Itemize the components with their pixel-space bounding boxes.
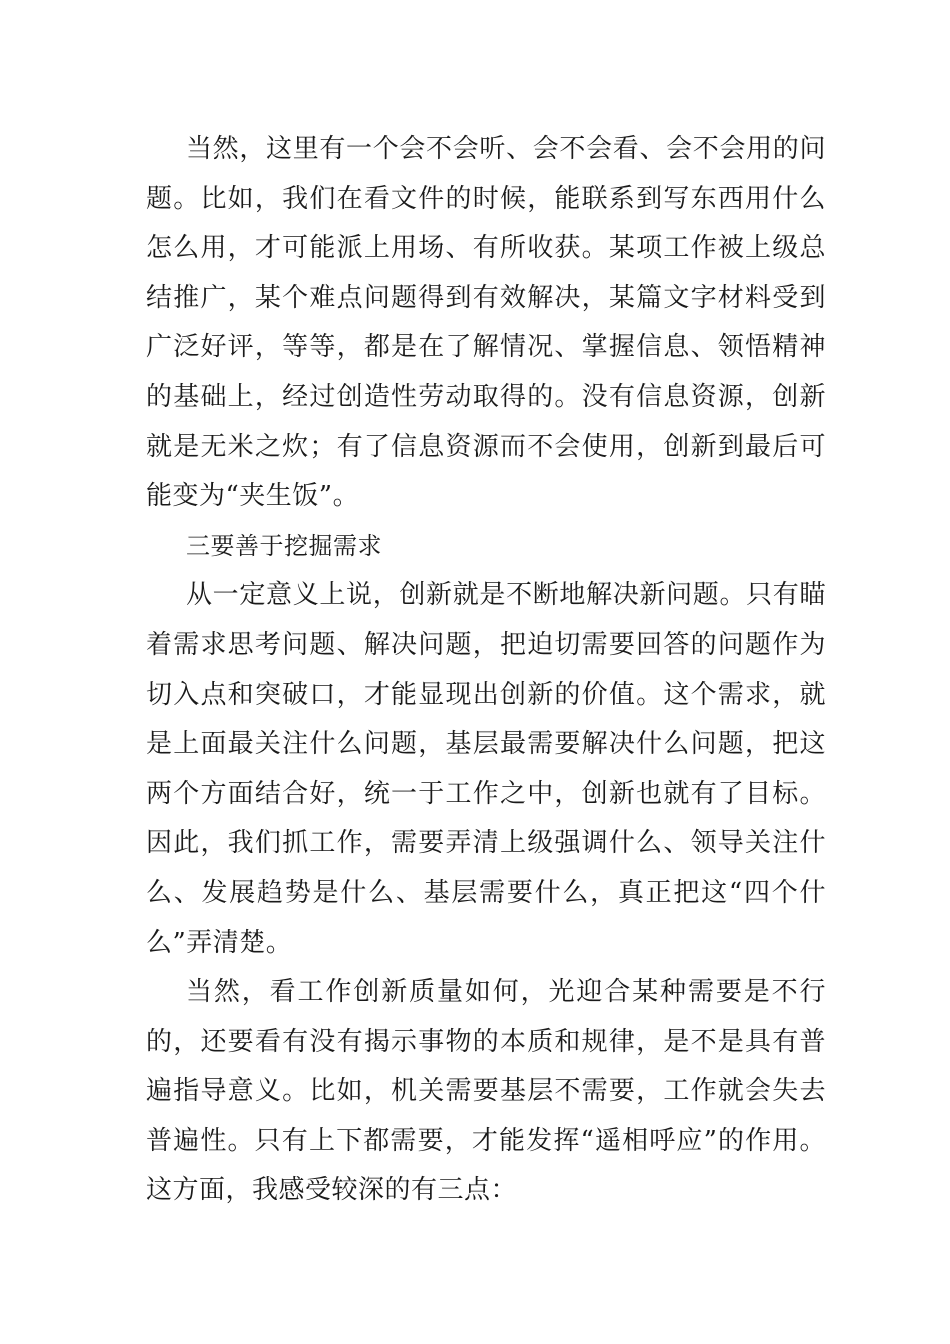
paragraph-information-usage: 当然，这里有一个会不会听、会不会看、会不会用的问题。比如，我们在看文件的时候，能联系到写东西用什么怎么用，才可能派上用场、有所收获。某项工作被上级总结推广，某个难点问题得到有效解决，某篇文字材料受到广泛好评，等等，都是在了解情况、掌握信息、领悟精神的基础上，经过创造性劳动取得的。没有信息资源，创新就是无米之炊；有了信息资源而不会使用，创新到最后可能变为“夹生饭”。: [146, 134, 826, 512]
document-body: [146, 125, 826, 1216]
section-heading-needs: 三要善于挖掘需求: [186, 531, 382, 560]
paragraph-innovation-needs: 从一定意义上说，创新就是不断地解决新问题。只有瞄着需求思考问题、解决问题，把迫切需要回答的问题作为切入点和突破口，才能显现出创新的价值。这个需求，就是上面最关注什么问题，基层最需要解决什么问题，把这两个方面结合好，统一于工作之中，创新也就有了目标。因此，我们抓工作，需要弄清上级强调什么、领导关注什么、发展趋势是什么、基层需要什么，真正把这“四个什么”弄清楚。: [146, 580, 826, 958]
paragraph-innovation-quality: 当然，看工作创新质量如何，光迎合某种需要是不行的，还要看有没有揭示事物的本质和规律，是不是具有普遍指导意义。比如，机关需要基层不需要，工作就会失去普遍性。只有上下都需要，才能发挥“遥相呼应”的作用。这方面，我感受较深的有三点：: [146, 977, 826, 1206]
